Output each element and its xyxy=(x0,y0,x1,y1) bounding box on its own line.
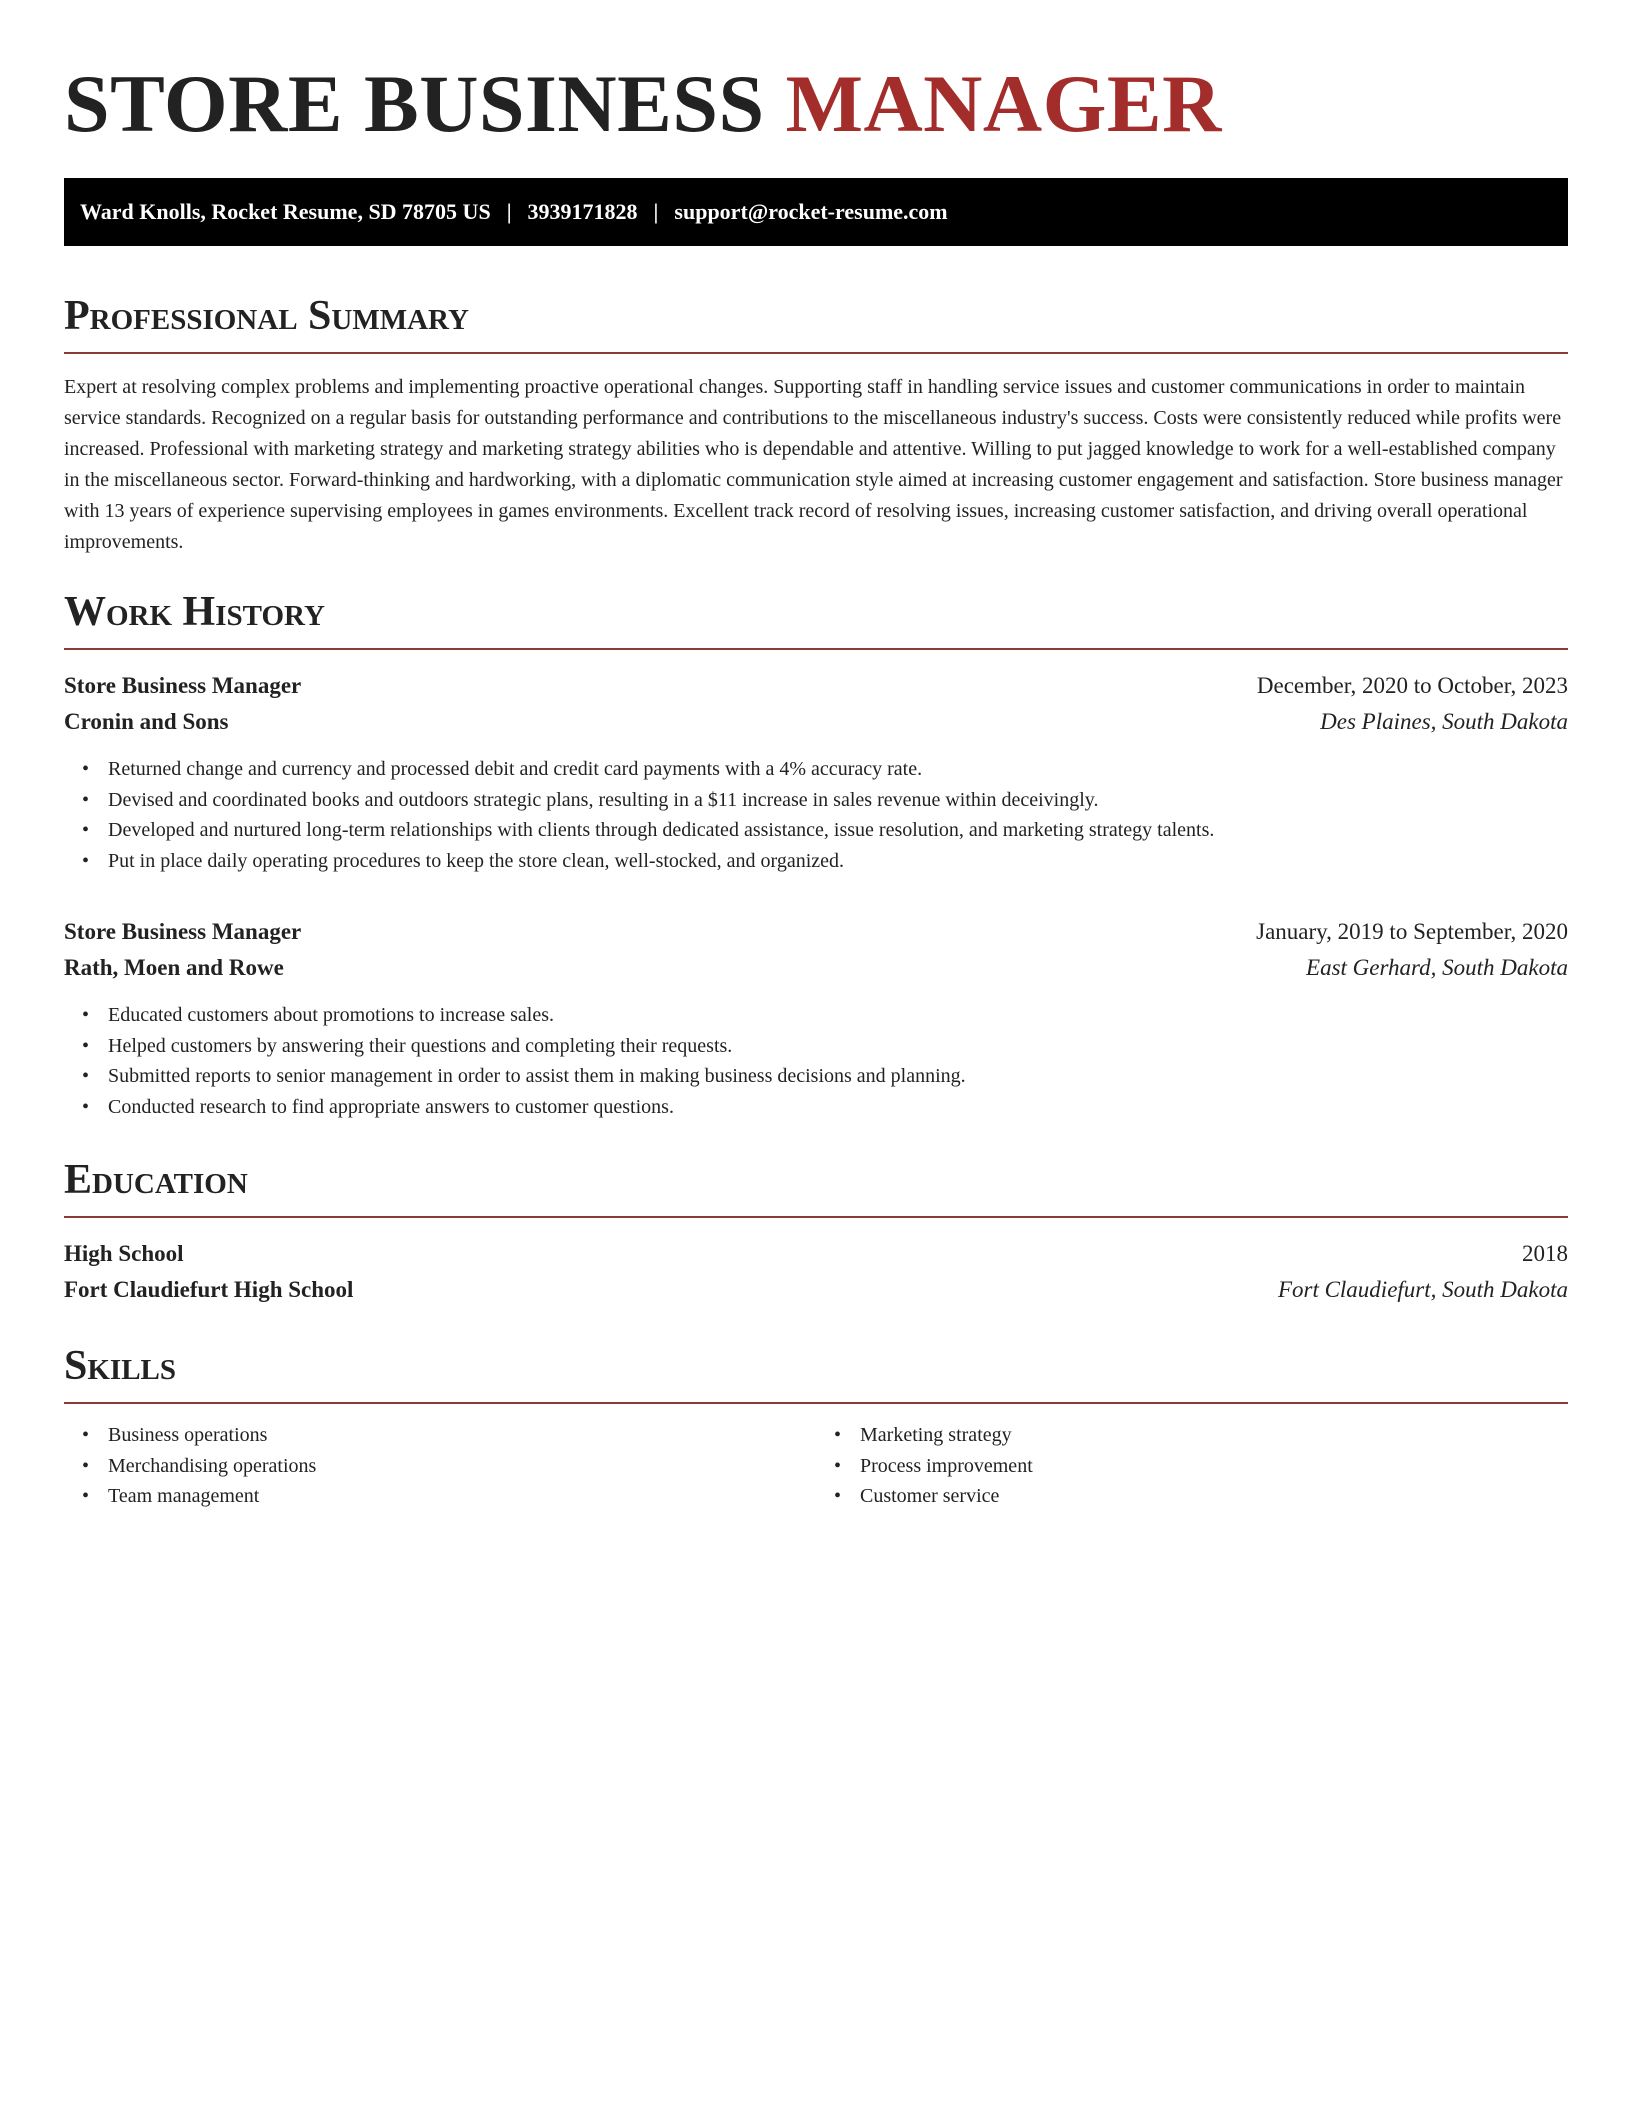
education-entry xyxy=(64,1236,1568,1308)
title-part1: STORE BUSINESS xyxy=(64,58,765,149)
education-section xyxy=(64,1154,1568,1308)
job-company: Cronin and Sons xyxy=(64,709,229,734)
title-part2: MANAGER xyxy=(785,58,1222,149)
work-history-heading: Work History xyxy=(64,589,325,635)
contact-separator: | xyxy=(506,199,512,224)
job-location: Des Plaines, South Dakota xyxy=(1320,709,1568,734)
job-dates: December, 2020 to October, 2023 xyxy=(1256,673,1568,698)
job-entry xyxy=(64,668,1568,876)
education-school-row xyxy=(64,1272,1568,1308)
job-company-row xyxy=(64,950,1568,986)
skills-column-left xyxy=(64,1420,816,1512)
skill-item: • Merchandising operations xyxy=(108,1451,816,1482)
education-degree-row xyxy=(64,1236,1568,1272)
skill-item: • Marketing strategy xyxy=(860,1420,1568,1451)
job-bullets xyxy=(64,1000,1568,1122)
job-company: Rath, Moen and Rowe xyxy=(64,955,284,980)
skill-item: • Business operations xyxy=(108,1420,816,1451)
contact-email: support@rocket-resume.com xyxy=(674,199,948,224)
contact-address: Ward Knolls, Rocket Resume, SD 78705 US xyxy=(80,199,491,224)
job-bullets xyxy=(64,754,1568,876)
skill-item: • Process improvement xyxy=(860,1451,1568,1482)
summary-heading: Professional Summary xyxy=(64,293,469,339)
skills-section xyxy=(64,1340,1568,1512)
section-divider xyxy=(64,1402,1568,1404)
section-divider xyxy=(64,648,1568,650)
skills-columns xyxy=(64,1420,1568,1512)
job-company-row xyxy=(64,704,1568,740)
job-title: Store Business Manager xyxy=(64,673,302,698)
job-title: Store Business Manager xyxy=(64,919,302,944)
summary-section xyxy=(64,290,1568,558)
job-entry xyxy=(64,914,1568,1122)
education-heading: Education xyxy=(64,1157,248,1203)
bullet-item: • Submitted reports to senior management in order to assist them in making business decisions and planning. xyxy=(108,1061,1568,1092)
bullet-item: • Developed and nurtured long-term relationships with clients through dedicated assistance, issue resolution, and marketing strategy talents. xyxy=(108,815,1568,846)
skill-item: • Customer service xyxy=(860,1481,1568,1512)
bullet-item: • Returned change and currency and processed debit and credit card payments with a 4% accuracy rate. xyxy=(108,754,1568,785)
contact-bar xyxy=(64,178,1568,246)
education-year: 2018 xyxy=(1522,1241,1568,1266)
bullet-item: • Helped customers by answering their questions and completing their requests. xyxy=(108,1031,1568,1062)
job-title-row xyxy=(64,668,1568,704)
section-divider xyxy=(64,352,1568,354)
job-dates: January, 2019 to September, 2020 xyxy=(1256,919,1568,944)
bullet-item: • Put in place daily operating procedures to keep the store clean, well-stocked, and organized. xyxy=(108,846,1568,877)
bullet-item: • Conducted research to find appropriate answers to customer questions. xyxy=(108,1092,1568,1123)
work-history-section xyxy=(64,586,1568,1122)
job-title-row xyxy=(64,914,1568,950)
section-divider xyxy=(64,1216,1568,1218)
skill-item: • Team management xyxy=(108,1481,816,1512)
summary-text: Expert at resolving complex problems and implementing proactive operational changes. Supporting staff in handling service issues and customer communications in order to maintain service standards. Recognized on a regular basis for outstanding performance and contributions to the miscellaneous industry's success. Costs were consistently reduced while profits were increased. Professional with marketing strategy and marketing strategy abilities who is dependable and attentive. Willing to put jagged knowledge to work for a well-established company in the miscellaneous sector. Forward-thinking and hardworking, with a diplomatic communication style aimed at increasing customer engagement and satisfaction. Store business manager with 13 years of experience supervising employees in games environments. Excellent track record of resolving issues, increasing customer satisfaction, and driving overall operational improvements. xyxy=(64,376,1563,553)
education-location: Fort Claudiefurt, South Dakota xyxy=(1277,1277,1568,1302)
bullet-item: • Educated customers about promotions to increase sales. xyxy=(108,1000,1568,1031)
skills-list xyxy=(64,1420,816,1512)
contact-phone: 3939171828 xyxy=(527,199,638,224)
education-school: Fort Claudiefurt High School xyxy=(64,1277,354,1302)
bullet-item: • Devised and coordinated books and outdoors strategic plans, resulting in a $11 increase in sales revenue within deceivingly. xyxy=(108,785,1568,816)
skills-list xyxy=(816,1420,1568,1512)
contact-separator: | xyxy=(653,199,659,224)
skills-column-right xyxy=(816,1420,1568,1512)
resume-title xyxy=(64,56,1568,152)
skills-heading: Skills xyxy=(64,1343,177,1389)
job-location: East Gerhard, South Dakota xyxy=(1306,955,1568,980)
education-degree: High School xyxy=(64,1241,184,1266)
